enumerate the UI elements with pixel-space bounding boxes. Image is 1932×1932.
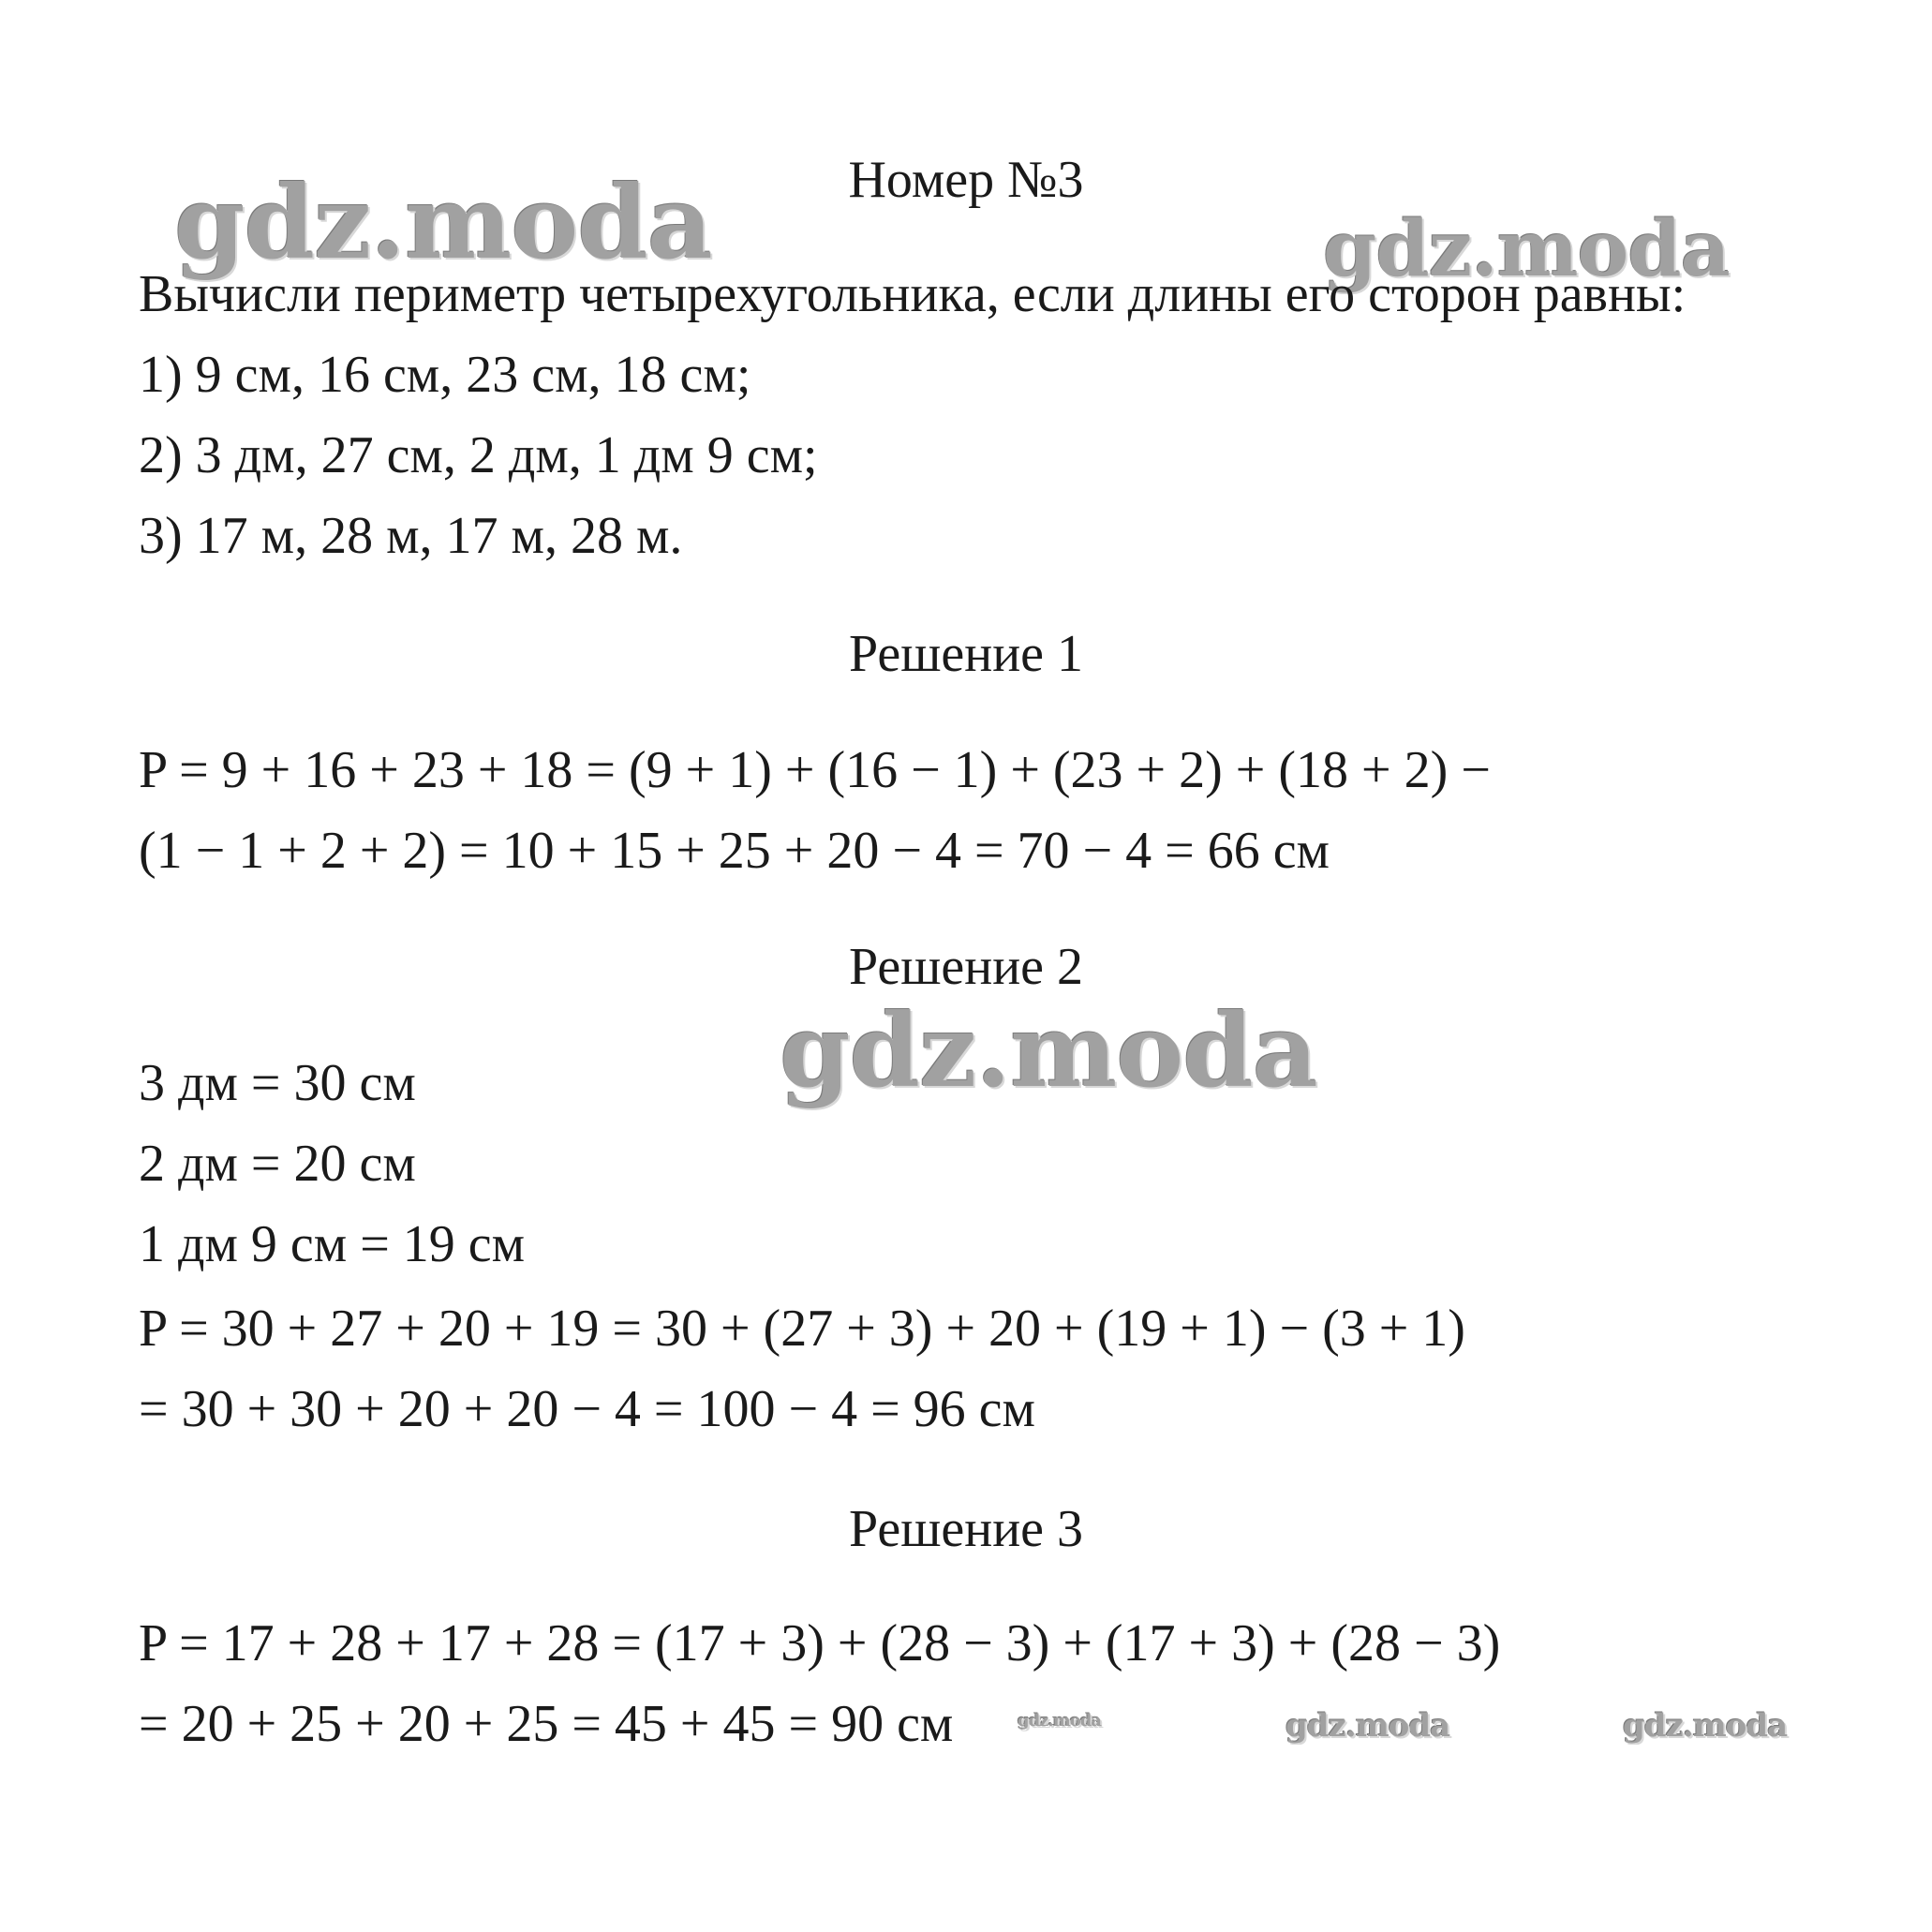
solution-2-line-1: 3 дм = 30 см	[139, 1054, 416, 1112]
watermark-logo-tiny: gdz.moda	[1018, 1711, 1101, 1731]
solution-1-line-2: (1 − 1 + 2 + 2) = 10 + 15 + 25 + 20 − 4 = 70 − 4 = 66 см	[139, 822, 1330, 880]
solution-2-line-4: P = 30 + 27 + 20 + 19 = 30 + (27 + 3) + 20 + (19 + 1) − (3 + 1)	[139, 1300, 1465, 1358]
watermark-logo-bottom-right: gdz.moda	[1623, 1707, 1788, 1745]
task-statement: Вычисли периметр четырехугольника, если длины его сторон равны:	[139, 265, 1687, 323]
task-item-3: 3) 17 м, 28 м, 17 м, 28 м.	[139, 507, 683, 565]
watermark-logo-top-right: gdz.moda	[1323, 204, 1730, 294]
task-item-1: 1) 9 см, 16 см, 23 см, 18 см;	[139, 346, 751, 404]
watermark-logo-center: gdz.moda	[780, 992, 1317, 1110]
solution-2-line-3: 1 дм 9 см = 19 см	[139, 1215, 526, 1273]
solution-2-line-5: = 30 + 30 + 20 + 20 − 4 = 100 − 4 = 96 см	[139, 1380, 1035, 1438]
task-item-2: 2) 3 дм, 27 см, 2 дм, 1 дм 9 см;	[139, 426, 818, 484]
watermark-logo-top-left: gdz.moda	[174, 164, 712, 282]
solution-2-line-2: 2 дм = 20 см	[139, 1135, 416, 1193]
solution-3-heading: Решение 3	[848, 1500, 1084, 1558]
solution-3-line-1: P = 17 + 28 + 17 + 28 = (17 + 3) + (28 − 3) + (17 + 3) + (28 − 3)	[139, 1614, 1501, 1672]
solution-1-line-1: P = 9 + 16 + 23 + 18 = (9 + 1) + (16 − 1) + (23 + 2) + (18 + 2) −	[139, 741, 1491, 799]
solution-3-line-2: = 20 + 25 + 20 + 25 = 45 + 45 = 90 см	[139, 1695, 954, 1753]
solution-2-heading: Решение 2	[848, 938, 1084, 996]
solution-1-heading: Решение 1	[848, 625, 1084, 683]
watermark-logo-bottom-mid: gdz.moda	[1286, 1707, 1450, 1745]
page-title: Номер №3	[848, 151, 1084, 209]
